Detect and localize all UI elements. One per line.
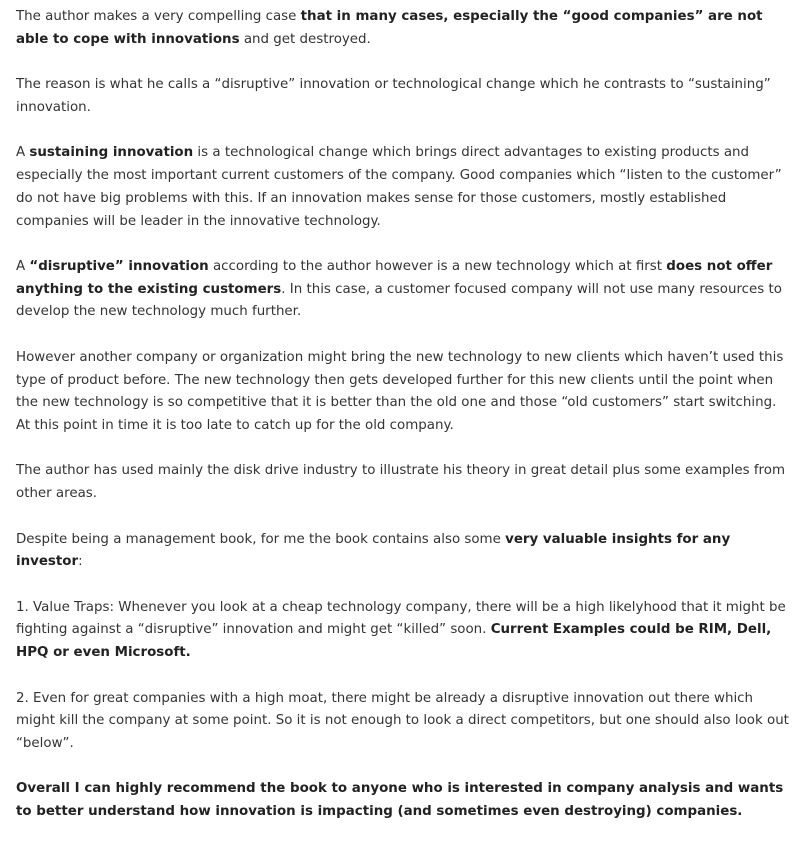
paragraph-conclusion [16,778,791,824]
bold-text-segment: “disruptive” innovation [29,258,209,274]
text-segment: A [16,145,30,161]
paragraph-investor-insights [16,529,791,575]
bold-text-segment: very valuable insights for any investor [16,531,731,570]
bold-text-segment: Overall I can highly recommend the book to anyone who is interested in company analysis and wants to better understand how innovation is impacting (and sometimes even destroying) companies. [16,781,784,820]
bold-text-segment: Current Examples could be RIM, Dell, HPQ or even Microsoft. [16,622,772,661]
text-segment: 2. Even for great companies with a high moat, there might be already a disruptive innovation out there which might kill the company at some point. So it is not enough to look a direct competitors, but one should also look out “below”. [16,690,789,752]
text-segment: The author makes a very compelling case [16,9,301,24]
bold-text-segment: that in many cases, especially the “good companies” are not able to cope with innovations [16,9,763,47]
paragraph-sustaining-innovation [16,142,791,233]
paragraph-reason [16,74,791,120]
article-body [16,6,791,847]
paragraph-disk-drive [16,460,791,506]
text-segment: according to the author however is a new technology which at first [208,258,667,274]
paragraph-new-clients [16,347,791,438]
paragraph-disruptive-innovation [16,256,791,324]
text-segment: : [78,554,83,570]
paragraph-intro [16,6,791,52]
bold-text-segment: does not offer anything to the existing customers [16,258,773,297]
text-segment: The author has used mainly the disk drive industry to illustrate his theory in great detail plus some examples from other areas. [16,463,785,502]
text-segment: However another company or organization might bring the new technology to new clients which haven’t used this type of product before. The new technology then gets developed further for this new clients until the point when the new technology is so competitive that it is better than the old one and those “old customers” start switching. At this point in time it is too late to catch up for the old company. [16,349,784,434]
text-segment: is a technological change which brings direct advantages to existing products and especially the most important current customers of the company. Good companies which “listen to the customer” do not have big problems with this. If an innovation makes sense for those customers, mostly established companies will be leader in the innovative technology. [16,145,782,229]
text-segment: and get destroyed. [239,31,371,47]
text-segment: The reason is what he calls a “disruptive” innovation or technological change which he contrasts to “sustaining” innovation. [16,77,771,115]
text-segment: . In this case, a customer focused company will not use many resources to develop the new technology much further. [16,281,782,320]
text-segment: Despite being a management book, for me the book contains also some [16,531,506,547]
paragraph-great-companies [16,688,791,756]
paragraph-value-traps [16,597,791,665]
bold-text-segment: sustaining innovation [29,145,194,161]
text-segment: A [16,258,30,274]
text-segment: 1. Value Traps: Whenever you look at a cheap technology company, there will be a high likelyhood that it might be fighting against a “disruptive” innovation and might get “killed” soon. [16,599,786,638]
